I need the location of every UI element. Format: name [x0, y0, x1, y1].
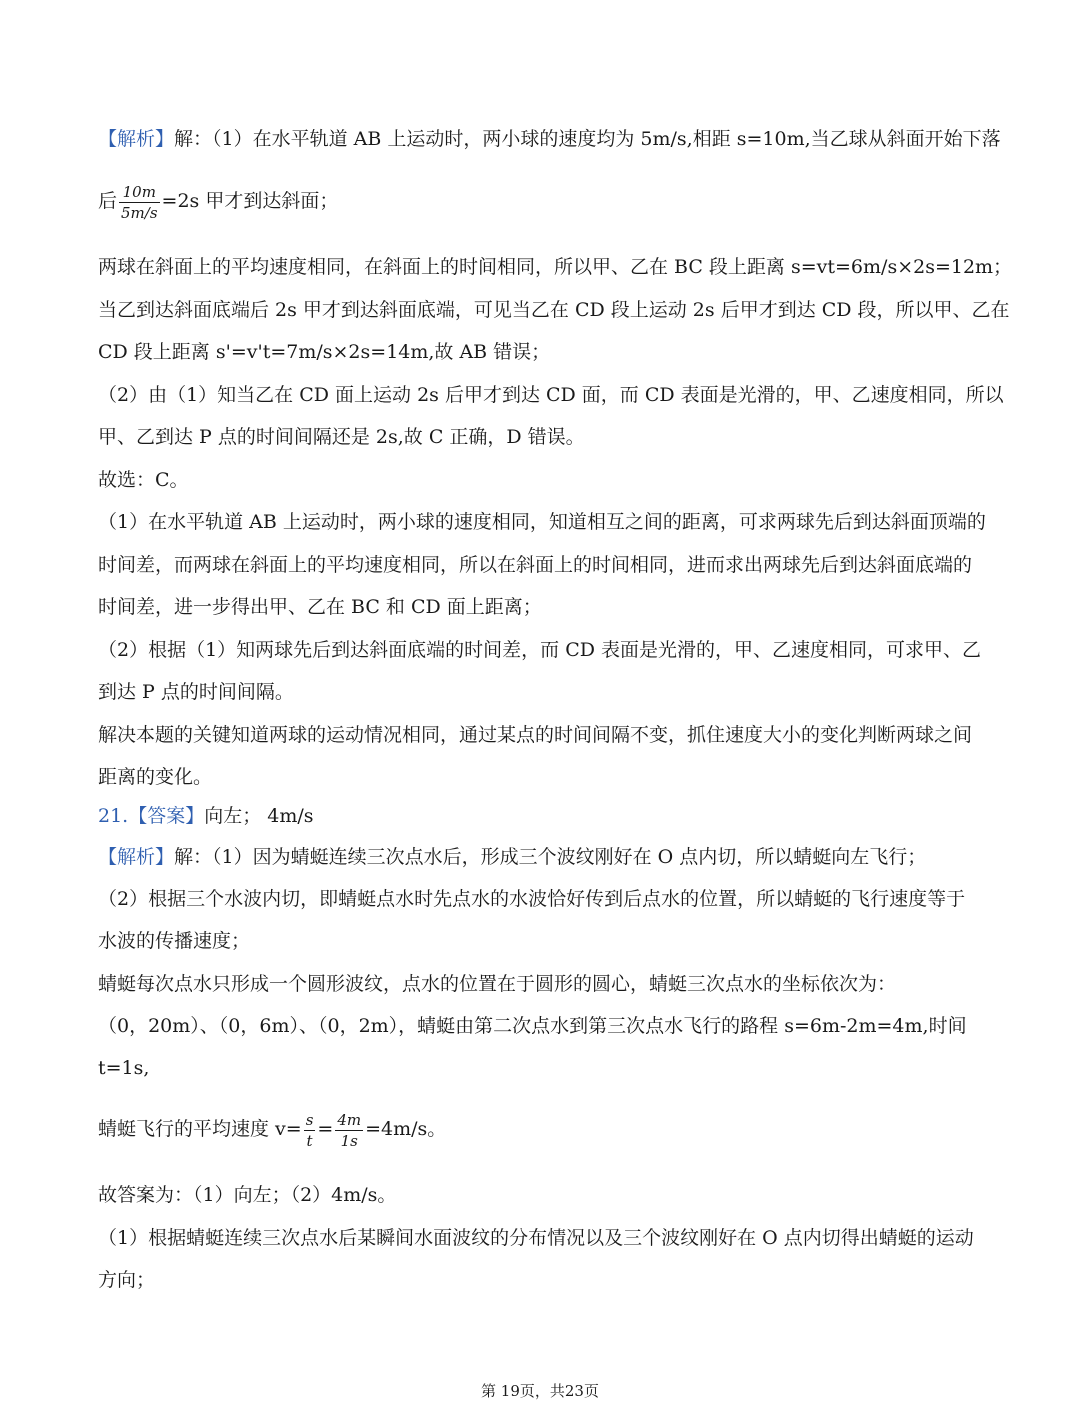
line-text: 向左； 4m/s [204, 805, 314, 827]
fraction-denominator: t [304, 1130, 316, 1151]
line-4 [98, 296, 1010, 324]
line-5 [98, 338, 990, 366]
line-19 [98, 927, 990, 955]
line-text: 解：（1）在水平轨道 AB 上运动时，两小球的速度均为 5m/s,相距 s=10m,当乙球从斜面开始下落 [174, 128, 1001, 150]
line-text: 故答案为：（1）向左；（2）4m/s。 [98, 1184, 397, 1206]
line-text: 蜻蜓每次点水只形成一个圆形波纹，点水的位置在于圆形的圆心，蜻蜓三次点水的坐标依次为： [98, 973, 897, 995]
line-18 [98, 885, 990, 913]
line-text: 两球在斜面上的平均速度相同，在斜面上的时间相同，所以甲、乙在 BC 段上距离 s=vt=6m/s×2s=12m； [98, 256, 1013, 278]
analysis-line [98, 843, 990, 871]
line-13 [98, 678, 990, 706]
line-21 [98, 1012, 990, 1040]
analysis-tag: 【解析】 [98, 128, 175, 150]
line-25 [98, 1224, 990, 1252]
line-text: =2s 甲才到达斜面； [161, 190, 339, 212]
line-text: 后 [98, 190, 118, 212]
line-text: 时间差，进一步得出甲、乙在 BC 和 CD 面上距离； [98, 596, 542, 618]
fraction [119, 182, 160, 223]
fraction-numerator: 4m [337, 1110, 362, 1129]
line-8 [98, 466, 990, 494]
line-10 [98, 551, 990, 579]
line-11 [98, 593, 990, 621]
fraction [335, 1110, 363, 1151]
line-text: （2）根据三个水波内切，即蜻蜓点水时先点水的水波恰好传到后点水的位置，所以蜻蜓的飞行速度等于 [98, 888, 966, 910]
page-footer: 第 19页，共23页 [481, 1382, 599, 1400]
line-14 [98, 721, 990, 749]
line-22 [98, 1054, 990, 1082]
fraction-numerator: s [305, 1110, 314, 1129]
line-3 [98, 253, 1013, 281]
line-text: 故选：C。 [98, 469, 189, 491]
line-text: 蜻蜓飞行的平均速度 v= [98, 1118, 302, 1140]
line-text: 甲、乙到达 P 点的时间间隔还是 2s,故 C 正确，D 错误。 [98, 426, 585, 448]
line-text: 水波的传播速度； [98, 930, 251, 952]
fraction-denominator: 5m/s [121, 203, 158, 222]
line-text: （1）根据蜻蜓连续三次点水后某瞬间水面波纹的分布情况以及三个波纹刚好在 O 点内切得出蜻蜓的运动 [98, 1227, 974, 1249]
line-2-fraction [98, 178, 990, 224]
line-text: 解：（1）因为蜻蜓连续三次点水后，形成三个波纹刚好在 O 点内切，所以蜻蜓向左飞行； [174, 846, 927, 868]
line-text: CD 段上距离 s'=v't=7m/s×2s=14m,故 AB 错误； [98, 341, 551, 363]
line-text: 时间差，而两球在斜面上的平均速度相同，所以在斜面上的时间相同，进而求出两球先后到达斜面底端的 [98, 554, 973, 576]
fraction [304, 1110, 316, 1151]
fraction-denominator: 1s [335, 1130, 363, 1151]
line-12 [98, 636, 990, 664]
line-text: 到达 P 点的时间间隔。 [98, 681, 294, 703]
line-26 [98, 1266, 990, 1294]
line-text: =4m/s。 [365, 1118, 447, 1140]
fraction-numerator: 10m [122, 182, 156, 201]
line-9 [98, 508, 990, 536]
line-6 [98, 381, 1004, 409]
answer-tag: 21.【答案】 [98, 805, 205, 827]
line-text: 距离的变化。 [98, 766, 213, 788]
line-text: （2）根据（1）知两球先后到达斜面底端的时间差，而 CD 表面是光滑的，甲、乙速度相同，可求甲、乙 [98, 639, 982, 661]
line-20 [98, 970, 990, 998]
line-15 [98, 763, 990, 791]
line-text: （0，20m）、（0，6m）、（0，2m），蜻蜓由第二次点水到第三次点水飞行的路程 s=6m-2m=4m,时间 [98, 1015, 967, 1037]
line-text: 解决本题的关键知道两球的运动情况相同，通过某点的时间间隔不变，抓住速度大小的变化判断两球之间 [98, 724, 973, 746]
line-24 [98, 1181, 990, 1209]
line-text: （1）在水平轨道 AB 上运动时，两小球的速度相同，知道相互之间的距离，可求两球先后到达斜面顶端的 [98, 511, 986, 533]
line-text: t=1s, [98, 1057, 150, 1079]
answer-line [98, 802, 990, 830]
line-text: = [317, 1118, 334, 1140]
analysis-tag: 【解析】 [98, 846, 175, 868]
line-23-fraction [98, 1106, 990, 1152]
line-text: （2）由（1）知当乙在 CD 面上运动 2s 后甲才到达 CD 面，而 CD 表面是光滑的，甲、乙速度相同，所以 [98, 384, 1004, 406]
line-text: 当乙到达斜面底端后 2s 甲才到达斜面底端，可见当乙在 CD 段上运动 2s 后甲才到达 CD 段，所以甲、乙在 [98, 299, 1010, 321]
line-text: 方向； [98, 1269, 156, 1291]
line-7 [98, 423, 990, 451]
line-1 [98, 125, 1001, 153]
